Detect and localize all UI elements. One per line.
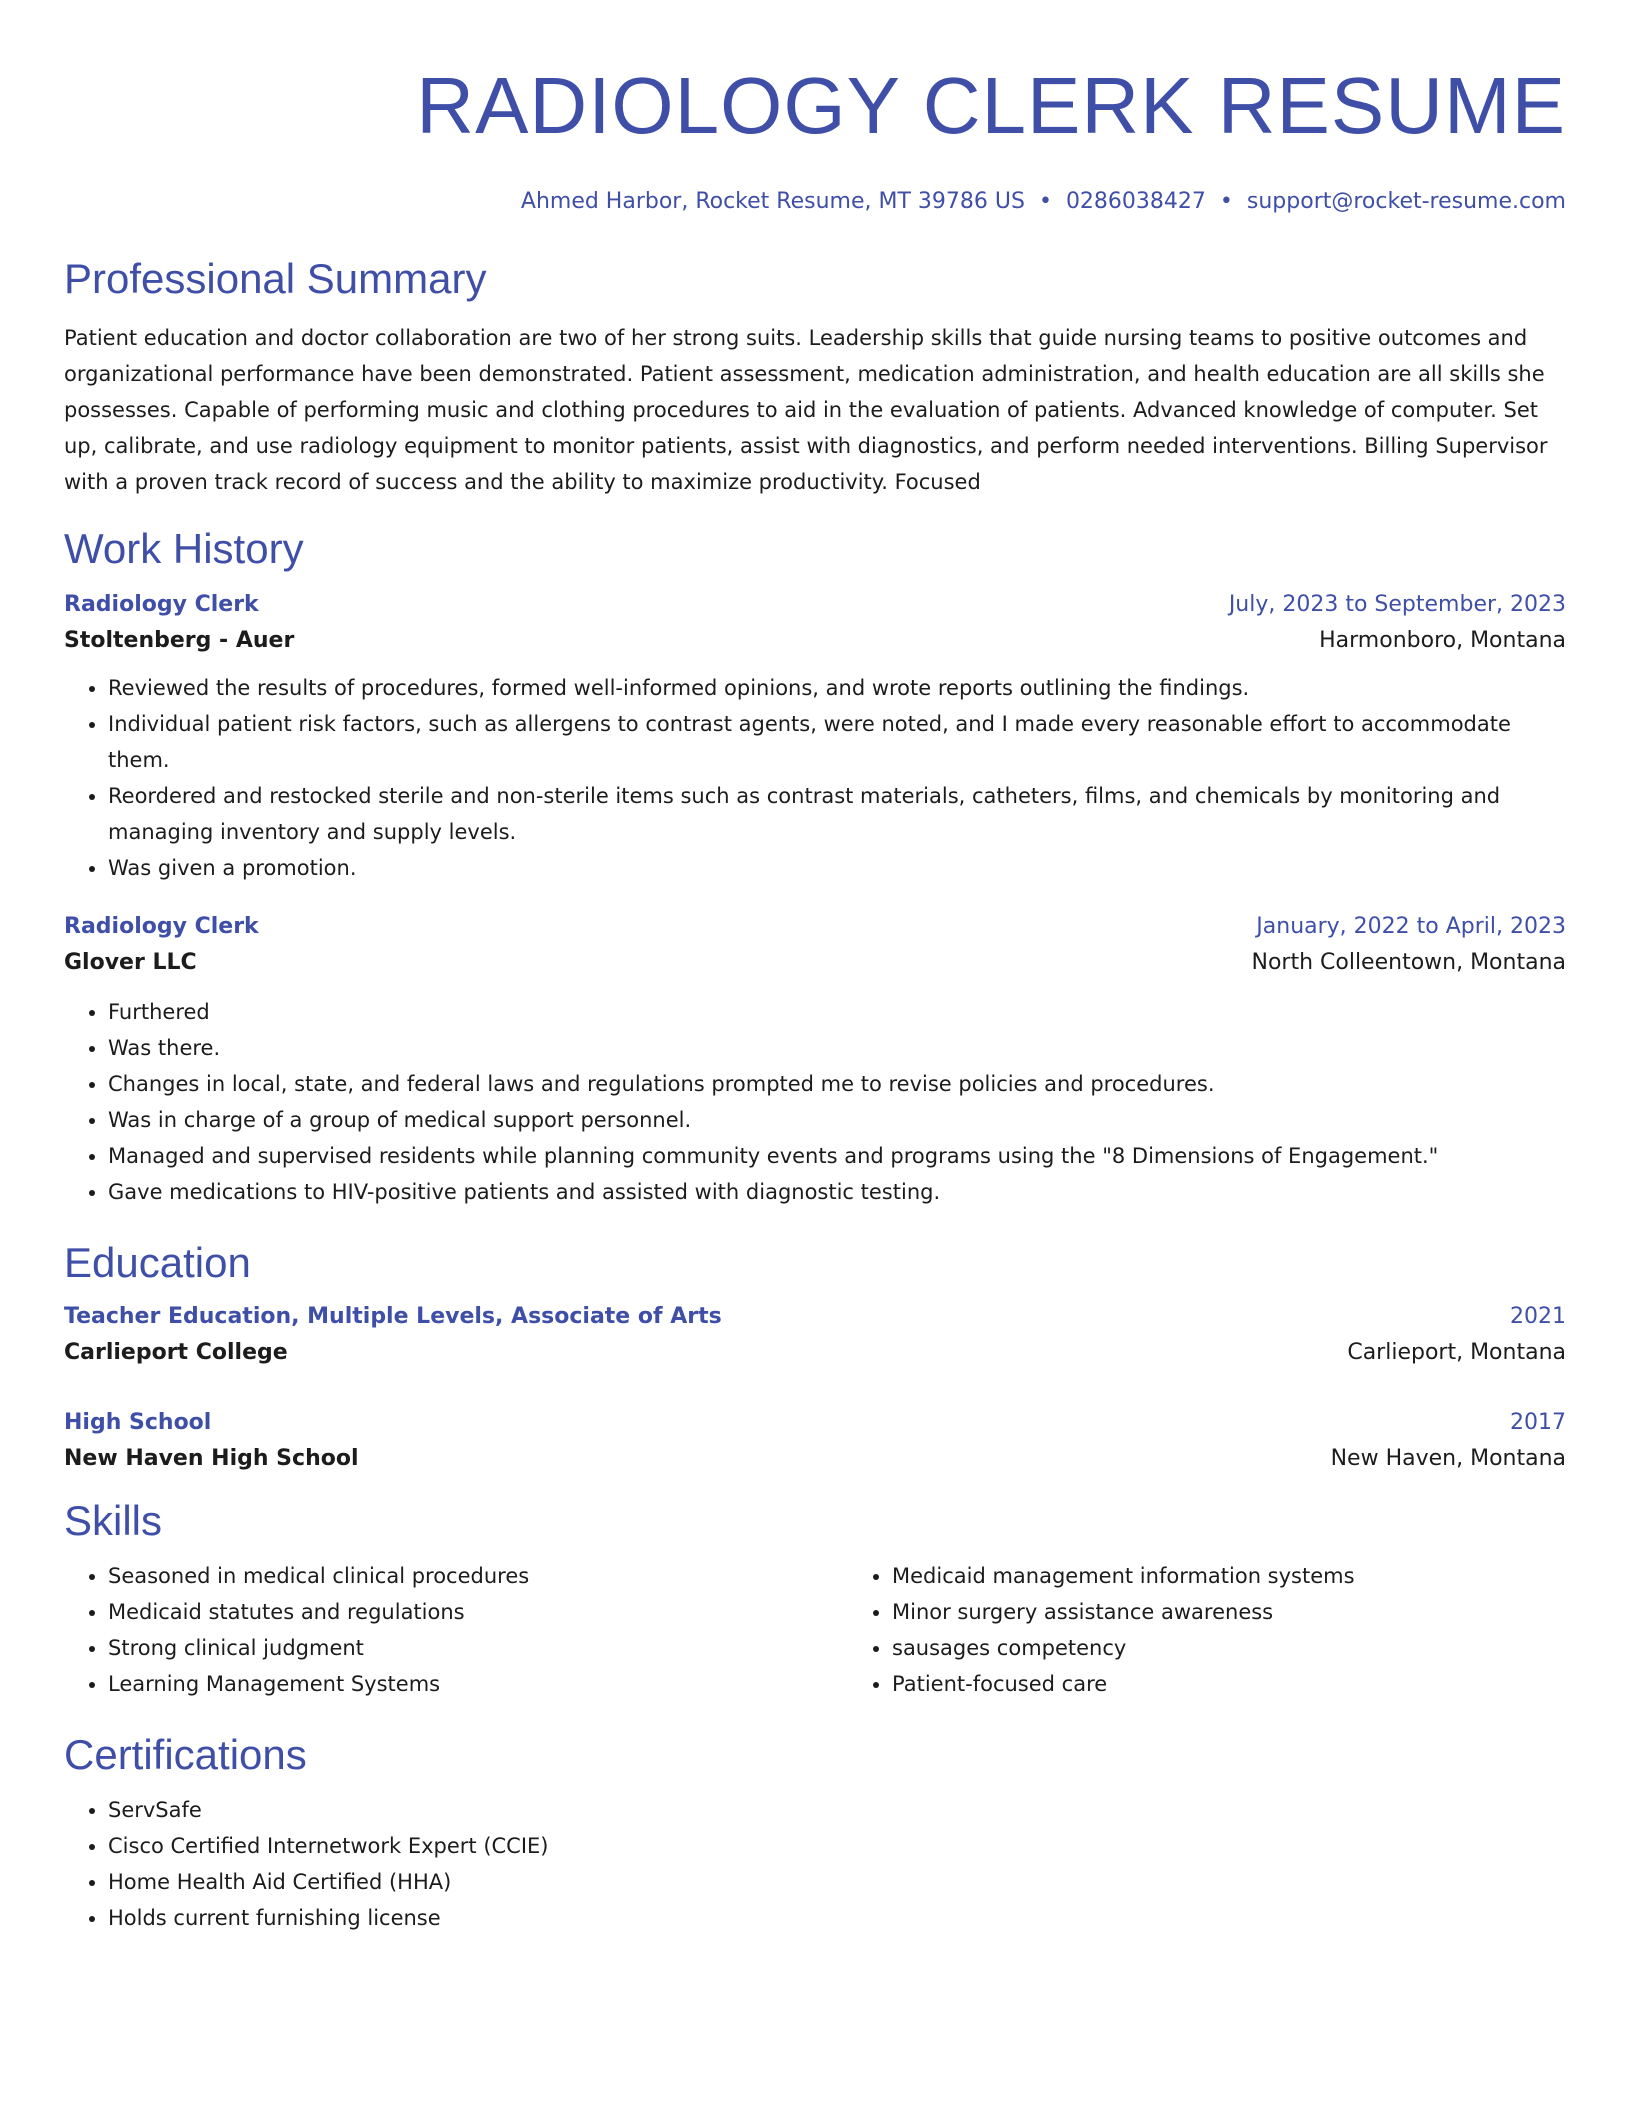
job-header-row bbox=[64, 588, 1566, 622]
list-item: • Was there. bbox=[108, 1030, 1566, 1066]
list-item: • Reordered and restocked sterile and non-sterile items such as contrast materials, catheters, films, and chemicals by monitoring and managing inventory and supply levels. bbox=[108, 778, 1566, 850]
list-item: • Was given a promotion. bbox=[108, 850, 1566, 886]
education-location: Carlieport, Montana bbox=[1347, 1340, 1566, 1365]
section-heading-education: Education bbox=[64, 1239, 251, 1286]
skills-list-left bbox=[64, 1558, 848, 1702]
contact-address: Ahmed Harbor, Rocket Resume, MT 39786 US bbox=[520, 189, 1025, 214]
list-item: • sausages competency bbox=[892, 1630, 1632, 1666]
job-location: North Colleentown, Montana bbox=[1251, 950, 1566, 975]
education-header-row bbox=[64, 1406, 1566, 1440]
contact-line bbox=[64, 188, 1566, 216]
job-company-row bbox=[64, 622, 1566, 660]
contact-separator: • bbox=[1038, 189, 1052, 214]
certifications-section bbox=[64, 1728, 1566, 1936]
job-company: Stoltenberg - Auer bbox=[64, 628, 295, 653]
job-title: Radiology Clerk bbox=[64, 914, 259, 939]
list-item: • Seasoned in medical clinical procedures bbox=[108, 1558, 848, 1594]
job-location: Harmonboro, Montana bbox=[1319, 628, 1566, 653]
list-item: • Learning Management Systems bbox=[108, 1666, 848, 1702]
education-entry bbox=[64, 1300, 1566, 1372]
list-item: • Medicaid management information systems bbox=[892, 1558, 1632, 1594]
contact-phone: 0286038427 bbox=[1065, 189, 1206, 214]
job-title: Radiology Clerk bbox=[64, 592, 259, 617]
section-heading-work: Work History bbox=[64, 525, 304, 572]
list-item: • Reviewed the results of procedures, formed well-informed opinions, and wrote reports outlining the findings. bbox=[108, 670, 1566, 706]
education-entry bbox=[64, 1406, 1566, 1478]
job-entry bbox=[64, 588, 1566, 886]
section-heading-certifications: Certifications bbox=[64, 1731, 307, 1778]
list-item: • Managed and supervised residents while planning community events and programs using the "8 Dimensions of Engagement." bbox=[108, 1138, 1566, 1174]
education-school-row bbox=[64, 1440, 1566, 1478]
education-school: New Haven High School bbox=[64, 1446, 359, 1471]
work-section bbox=[64, 522, 1566, 1210]
list-item: • Individual patient risk factors, such as allergens to contrast agents, were noted, and I made every reasonable effort to accommodate them. bbox=[108, 706, 1566, 778]
list-item: • Furthered bbox=[108, 994, 1566, 1030]
job-company: Glover LLC bbox=[64, 950, 197, 975]
skills-section bbox=[64, 1494, 1566, 1702]
list-item: • Cisco Certified Internetwork Expert (CCIE) bbox=[108, 1828, 1566, 1864]
job-dates: July, 2023 to September, 2023 bbox=[1228, 592, 1566, 617]
job-dates: January, 2022 to April, 2023 bbox=[1256, 914, 1566, 939]
list-item: • Strong clinical judgment bbox=[108, 1630, 848, 1666]
summary-section bbox=[64, 252, 1566, 500]
education-year: 2017 bbox=[1510, 1410, 1566, 1435]
education-year: 2021 bbox=[1510, 1304, 1566, 1329]
list-item: • Was in charge of a group of medical support personnel. bbox=[108, 1102, 1566, 1138]
list-item: • Changes in local, state, and federal laws and regulations prompted me to revise policies and procedures. bbox=[108, 1066, 1566, 1102]
education-section bbox=[64, 1236, 1566, 1478]
list-item: • Home Health Aid Certified (HHA) bbox=[108, 1864, 1566, 1900]
education-school-row bbox=[64, 1334, 1566, 1372]
education-header-row bbox=[64, 1300, 1566, 1334]
education-degree: High School bbox=[64, 1410, 212, 1435]
section-heading-skills: Skills bbox=[64, 1497, 163, 1544]
summary-text: Patient education and doctor collaboration are two of her strong suits. Leadership skills that guide nursing teams to positive outcomes and organizational performance have been demonstrated. Patient assessment, medication administration, and health education are all skills she possesses. Capable of performing music and clothing procedures to aid in the evaluation of patients. Advanced knowledge of computer. Set up, calibrate, and use radiology equipment to monitor patients, assist with diagnostics, and perform needed interventions. Billing Supervisor with a proven track record of success and the ability to maximize productivity. Focused bbox=[64, 326, 1548, 494]
resume-header bbox=[64, 56, 1566, 216]
section-heading-summary: Professional Summary bbox=[64, 255, 487, 302]
list-item: • Patient-focused care bbox=[892, 1666, 1632, 1702]
job-bullets bbox=[64, 994, 1566, 1210]
education-school: Carlieport College bbox=[64, 1340, 288, 1365]
list-item: • Holds current furnishing license bbox=[108, 1900, 1566, 1936]
education-location: New Haven, Montana bbox=[1330, 1446, 1566, 1471]
job-entry bbox=[64, 910, 1566, 1210]
skills-list-right bbox=[848, 1558, 1632, 1702]
certifications-list bbox=[64, 1792, 1566, 1936]
resume-title: RADIOLOGY CLERK RESUME bbox=[416, 61, 1566, 150]
job-company-row bbox=[64, 944, 1566, 982]
list-item: • Minor surgery assistance awareness bbox=[892, 1594, 1632, 1630]
list-item: • Medicaid statutes and regulations bbox=[108, 1594, 848, 1630]
list-item: • ServSafe bbox=[108, 1792, 1566, 1828]
job-header-row bbox=[64, 910, 1566, 944]
job-bullets bbox=[64, 670, 1566, 886]
list-item: • Gave medications to HIV-positive patients and assisted with diagnostic testing. bbox=[108, 1174, 1566, 1210]
contact-separator: • bbox=[1219, 189, 1233, 214]
education-degree: Teacher Education, Multiple Levels, Associate of Arts bbox=[64, 1304, 722, 1329]
contact-email[interactable]: support@rocket-resume.com bbox=[1246, 189, 1566, 214]
skills-columns bbox=[64, 1558, 1566, 1702]
